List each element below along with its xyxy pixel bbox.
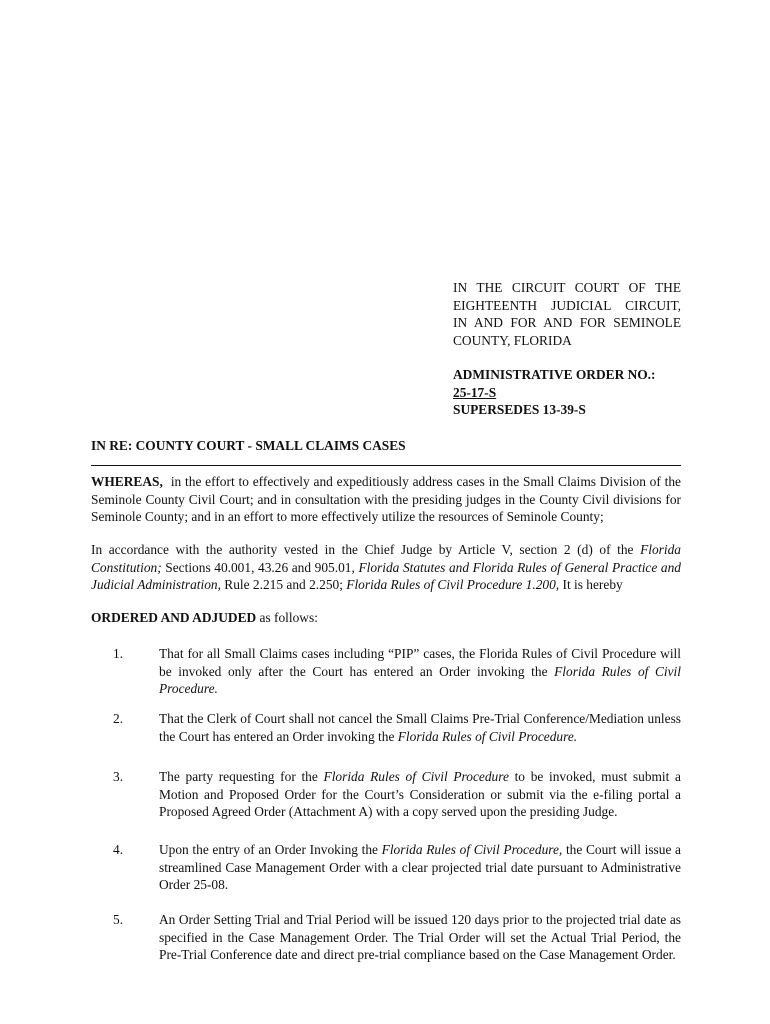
court-line: IN AND FOR AND FOR SEMINOLE (453, 315, 681, 330)
item-text (159, 645, 681, 698)
authority-text: It is hereby (559, 577, 623, 592)
item-number: 1. (113, 646, 124, 661)
ordered-heading (91, 609, 318, 627)
case-caption (453, 279, 681, 419)
ordered-lead: ORDERED AND ADJUDED (91, 610, 257, 625)
item-text-part: to be invoked, must submit a Motion and Proposed Order for the Court’s Consideration or submit via the e-filing portal a Proposed Agreed Order (Attachment A) with a copy served upon the presiding Judge. (159, 769, 681, 819)
item-text-italic: Florida Rules of Civil Procedure. (159, 663, 681, 696)
divider-line (91, 465, 681, 466)
whereas-paragraph (91, 473, 681, 526)
whereas-text: in the effort to effectively and expeditiously address cases in the Small Claims Division of the Seminole County Civil Court; and in consultation with the presiding judges in the County Civil divisions for Seminole County; and in an effort to more effectively utilize the resources of Seminole County; (91, 474, 681, 524)
item-text-italic: Florida Rules of Civil Procedure. (397, 728, 578, 744)
authority-citation: Florida Rules of Civil Procedure 1.200, (346, 577, 560, 592)
authority-citation: Florida Statutes and Florida Rules of General Practice and Judicial Administration, (91, 559, 681, 592)
whereas-lead: WHEREAS, (91, 474, 163, 489)
item-number: 3. (113, 769, 124, 784)
court-line: COUNTY, FLORIDA (453, 332, 572, 348)
authority-citation: Florida Constitution; (91, 542, 681, 575)
item-text-part: An Order Setting Trial and Trial Period will be issued 120 days prior to the projected trial date as specified in the Case Management Order. The Trial Order will set the Actual Trial Period, the Pre-Trial Conference date and direct pre-trial compliance based on the Case Management Order. (159, 912, 681, 962)
item-number: 2. (113, 711, 124, 726)
authority-text: Sections 40.001, 43.26 and 905.01, (161, 559, 359, 575)
item-text-part: the Court will issue a streamlined Case Management Order with a clear projected trial date pursuant to Administrative Order 25-08. (159, 842, 681, 892)
authority-text: In accordance with the authority vested in the Chief Judge by Article V, section 2 (d) of the (91, 542, 641, 557)
court-line: EIGHTEENTH JUDICIAL CIRCUIT, (453, 297, 681, 313)
in-re-heading: IN RE: COUNTY COURT - SMALL CLAIMS CASES (91, 438, 406, 453)
ordered-rest: as follows: (256, 610, 318, 625)
item-text-part: The party requesting for the (159, 769, 324, 784)
item-text (159, 768, 681, 821)
authority-text: Rule 2.215 and 2.250; (220, 577, 347, 592)
supersedes-note: SUPERSEDES 13-39-S (453, 402, 586, 417)
item-text (159, 911, 681, 964)
order-number: 25-17-S (453, 384, 497, 400)
item-text-italic: Florida Rules of Civil Procedure, (381, 842, 563, 857)
item-text-part: That for all Small Claims cases including “PIP” cases, the Florida Rules of Civil Procedure will be invoked only after the Court has entered an Order invoking the (159, 646, 681, 679)
item-text (159, 710, 681, 745)
item-number: 5. (113, 912, 124, 927)
order-identifier (453, 366, 681, 419)
item-text-part: Upon the entry of an Order Invoking the (159, 842, 382, 857)
authority-paragraph (91, 541, 681, 594)
item-text-part: That the Clerk of Court shall not cancel the Small Claims Pre-Trial Conference/Mediation unless the Court has entered an Order invoking the (159, 711, 681, 744)
item-text (159, 841, 681, 894)
item-text-italic: Florida Rules of Civil Procedure (323, 769, 509, 784)
court-line: IN THE CIRCUIT COURT OF THE (453, 280, 681, 295)
item-number: 4. (113, 842, 124, 857)
order-label: ADMINISTRATIVE ORDER NO.: (453, 367, 656, 382)
court-name (453, 279, 681, 349)
